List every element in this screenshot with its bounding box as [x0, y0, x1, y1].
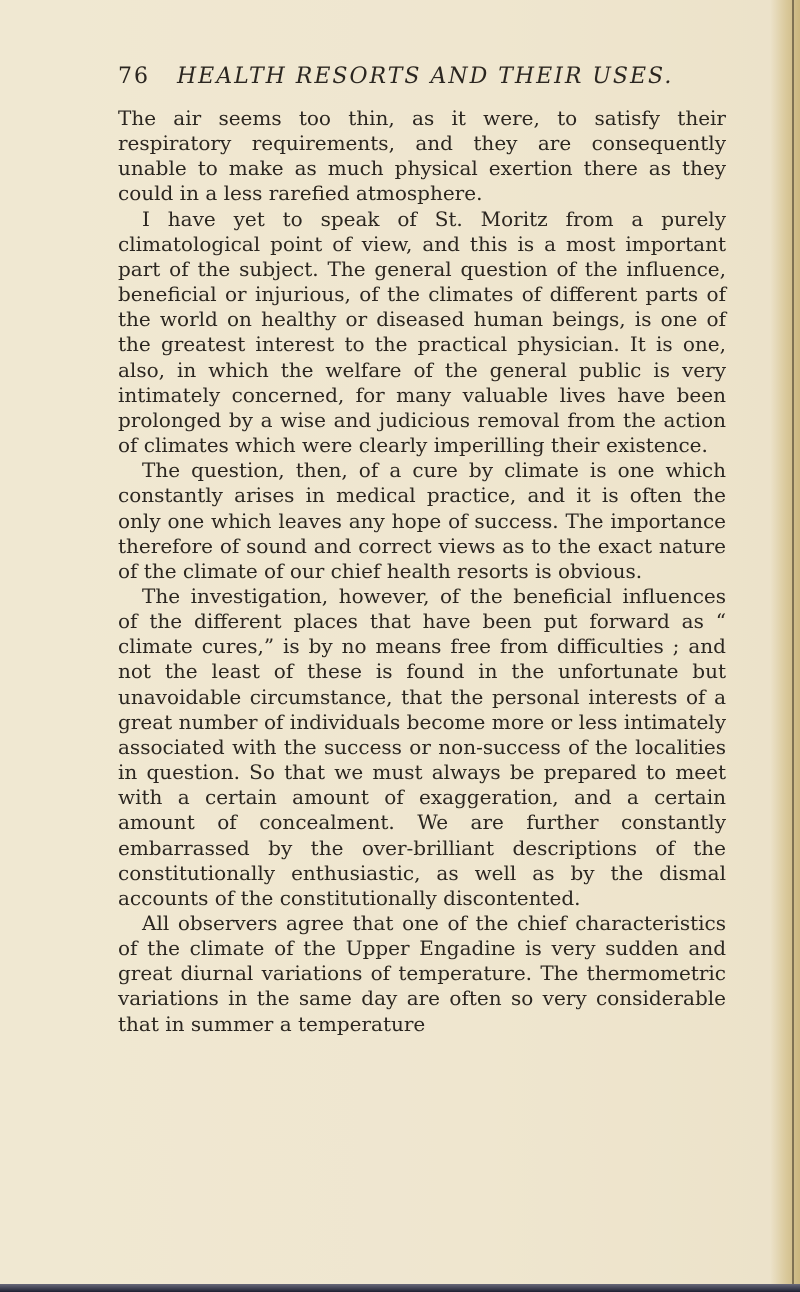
paragraph-4: The investigation, however, of the beneficial influences of the different places that have been put forward as “ climate cures,” is by no means free from difficulties ; and not the least of these is found in the unfortunate but unavoidable circumstance, that the personal interests of a great number of individuals become more or less intimately associated with the success or non-success of the localities in question. So that we must always be prepared to meet with a certain amount of exaggeration, and a certain amount of concealment. We are further constantly embarrassed by the over-brilliant descriptions of the constitutionally enthusiastic, as well as by the dismal accounts of the constitutionally discontented.: [118, 583, 726, 910]
paragraph-1: The air seems too thin, as it were, to satisfy their respiratory requirements, and they are consequently unable to make as much physical exertion there as they could in a less rarefied atmosphere.: [118, 106, 726, 206]
paragraph-3: The question, then, of a cure by climate is one which constantly arises in medical practice, and it is often the only one which leaves any hope of success. The importance therefore of sound and correct views as to the exact nature of the climate of our chief health resorts is obvious.: [118, 458, 726, 583]
bottom-edge-bar: [0, 1284, 800, 1292]
running-title: HEALTH RESORTS AND THEIR USES.: [177, 64, 674, 89]
page-edge-line: [792, 0, 794, 1292]
paragraph-5: All observers agree that one of the chief characteristics of the climate of the Upper Engadine is very sudden and great diurnal variations of temperature. The thermometric variations in the same day are often so very considerable that in summer a temperature: [118, 911, 726, 1036]
running-header: [118, 64, 673, 89]
page-edge-shadow: [770, 0, 800, 1292]
page-number: 76: [118, 64, 150, 89]
body-text: [118, 106, 726, 1037]
paragraph-2: I have yet to speak of St. Moritz from a purely climatological point of view, and this is a most important part of the subject. The general question of the influence, beneficial or injurious, of the climates of different parts of the world on healthy or diseased human beings, is one of the greatest interest to the practical physician. It is one, also, in which the welfare of the general public is very intimately concerned, for many valuable lives have been prolonged by a wise and judicious removal from the action of climates which were clearly imperilling their existence.: [118, 206, 726, 458]
